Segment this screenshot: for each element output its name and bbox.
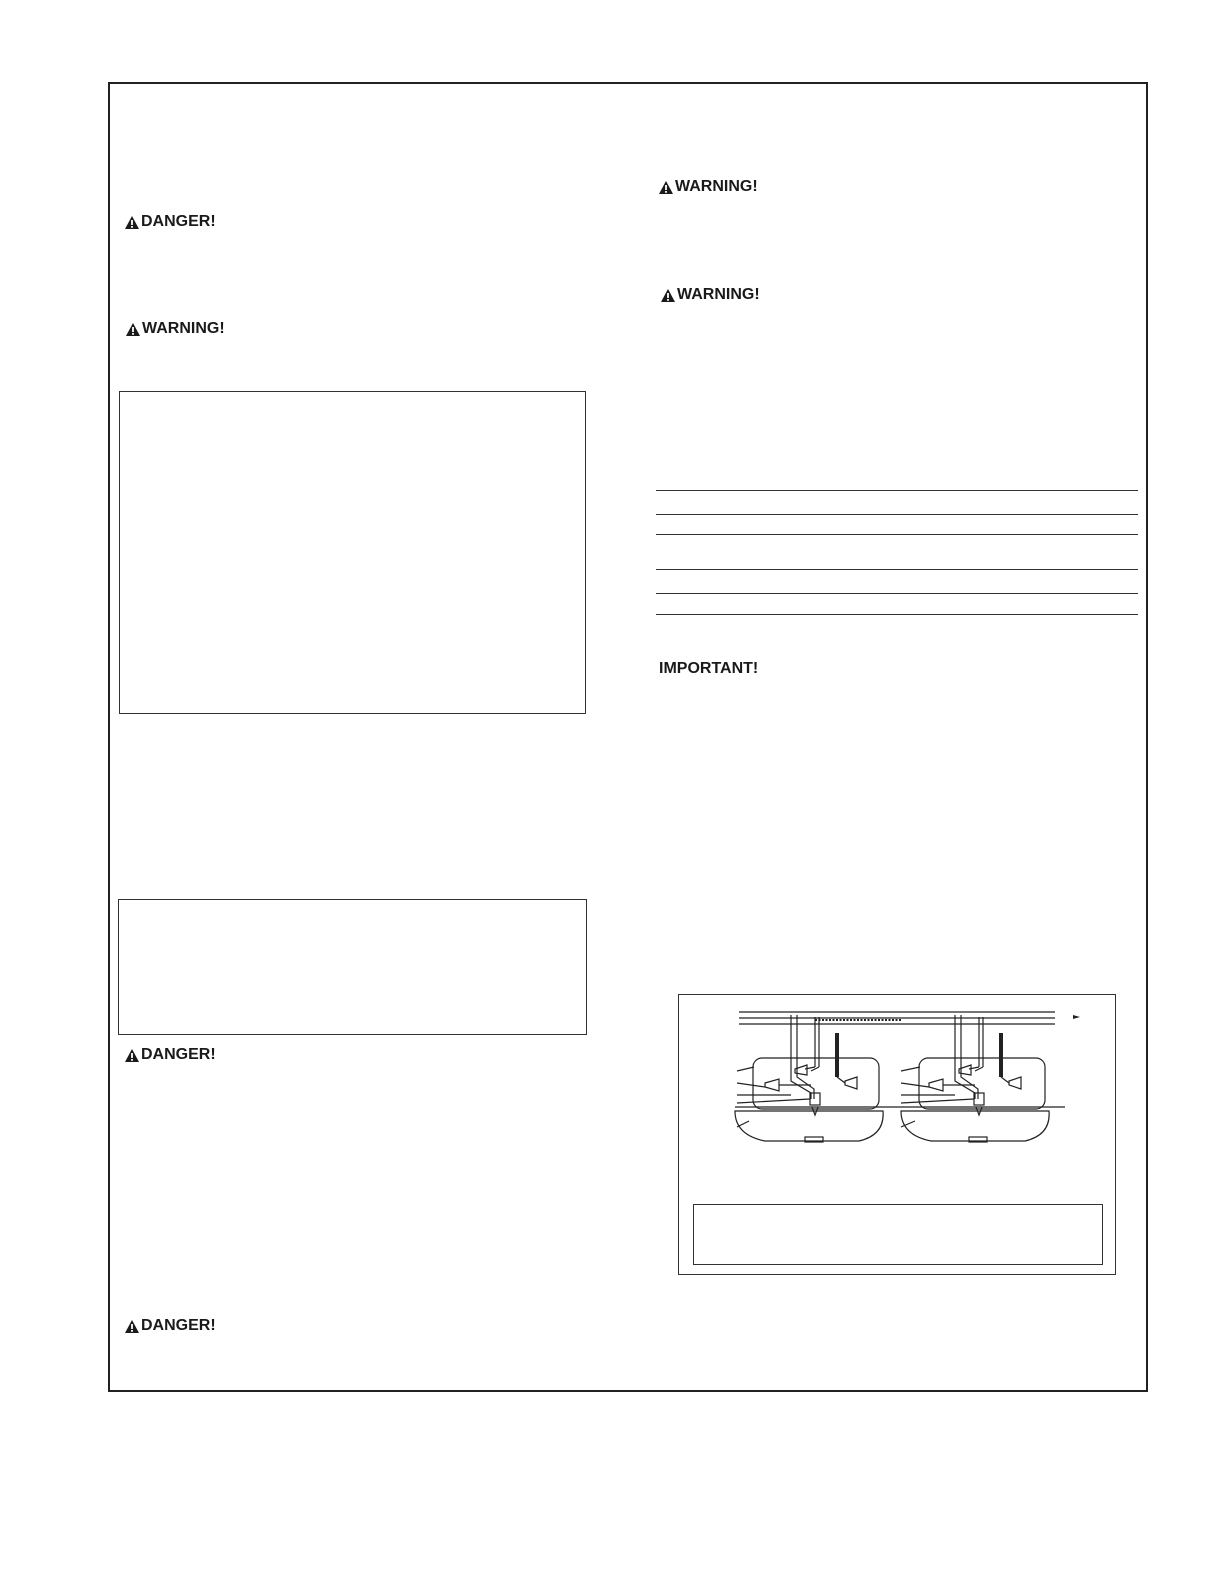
table-rule <box>656 534 1138 535</box>
danger-heading-3 <box>124 1317 216 1335</box>
warning-triangle-icon <box>125 322 141 337</box>
table-rule <box>656 514 1138 515</box>
danger-heading-3-text: DANGER! <box>141 1317 216 1334</box>
danger-heading-2 <box>124 1046 216 1064</box>
figure-caption-box <box>693 1204 1103 1265</box>
table-rule <box>656 614 1138 615</box>
danger-heading-2-text: DANGER! <box>141 1046 216 1063</box>
opener-wiring-diagram <box>679 995 1115 1200</box>
table-rule <box>656 593 1138 594</box>
warning-heading-1-text: WARNING! <box>142 320 225 337</box>
table-rule <box>656 490 1138 491</box>
warning-triangle-icon <box>124 1319 140 1334</box>
opener-figure <box>678 994 1116 1275</box>
left-notice-box-2 <box>118 899 587 1035</box>
danger-heading-1-text: DANGER! <box>141 213 216 230</box>
warning-triangle-icon <box>658 180 674 195</box>
warning-heading-2-text: WARNING! <box>675 178 758 195</box>
warning-heading-3 <box>660 286 760 304</box>
danger-heading-1 <box>124 213 216 231</box>
warning-heading-3-text: WARNING! <box>677 286 760 303</box>
warning-heading-1 <box>125 320 225 338</box>
warning-triangle-icon <box>124 215 140 230</box>
important-heading-text: IMPORTANT! <box>659 660 759 677</box>
warning-heading-2 <box>658 178 758 196</box>
warning-triangle-icon <box>124 1048 140 1063</box>
important-heading <box>659 660 758 678</box>
table-rule <box>656 569 1138 570</box>
warning-triangle-icon <box>660 288 676 303</box>
left-notice-box-1 <box>119 391 586 714</box>
